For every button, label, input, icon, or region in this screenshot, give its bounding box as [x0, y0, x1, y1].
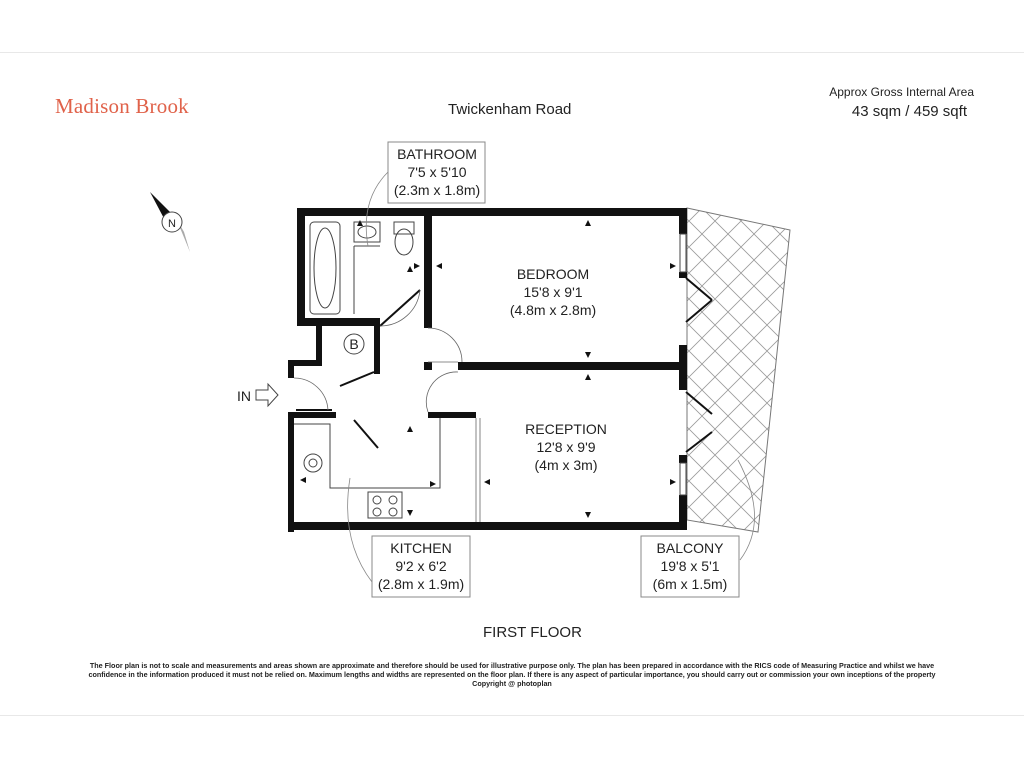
property-address: Twickenham Road: [448, 101, 572, 118]
entrance-label: IN: [237, 388, 251, 404]
reception-imperial: 12'8 x 9'9: [536, 439, 596, 455]
balcony-imperial: 19'8 x 5'1: [660, 558, 720, 574]
bathroom-fixtures: [310, 222, 414, 314]
kitchen-fixtures: [294, 418, 440, 518]
balcony-area: [687, 208, 790, 532]
disclaimer-line-2: confidence in the information produced it must not be relied on. Maximum lengths and widths are represented on the floor plan. If there is any aspect of particular importance, you should carry out or commission your own inceptions of the property: [88, 670, 936, 679]
north-compass-icon: [150, 192, 190, 252]
area-label: Approx Gross Internal Area: [829, 85, 974, 99]
kitchen-name: KITCHEN: [390, 540, 452, 556]
entrance-arrow-icon: [256, 384, 278, 406]
reception-metric: (4m x 3m): [534, 457, 598, 473]
area-value: 43 sqm / 459 sqft: [851, 103, 967, 120]
balcony-metric: (6m x 1.5m): [652, 576, 728, 592]
svg-text:N: N: [168, 218, 176, 230]
bathroom-imperial: 7'5 x 5'10: [407, 164, 467, 180]
reception-name: RECEPTION: [525, 421, 607, 437]
bedroom-metric: (4.8m x 2.8m): [509, 302, 597, 318]
brand-logo: Madison Brook: [55, 94, 189, 118]
bedroom-name: BEDROOM: [516, 266, 590, 282]
kitchen-imperial: 9'2 x 6'2: [395, 558, 447, 574]
kitchen-metric: (2.8m x 1.9m): [377, 576, 465, 592]
bathroom-name: BATHROOM: [397, 146, 477, 162]
floor-label: FIRST FLOOR: [483, 624, 582, 641]
bedroom-imperial: 15'8 x 9'1: [523, 284, 583, 300]
balcony-name: BALCONY: [656, 540, 724, 556]
disclaimer-line-1: The Floor plan is not to scale and measurements and areas shown are approximate and therefore should be used for illustrative purpose only. The plan has been prepared in accordance with the RICS code of Measuring Practice and whilst we have: [89, 661, 935, 670]
bathroom-metric: (2.3m x 1.8m): [393, 182, 481, 198]
boiler-label: B: [349, 336, 359, 352]
disclaimer-line-3: Copyright @ photoplan: [472, 679, 552, 688]
disclaimer: [40, 661, 984, 688]
